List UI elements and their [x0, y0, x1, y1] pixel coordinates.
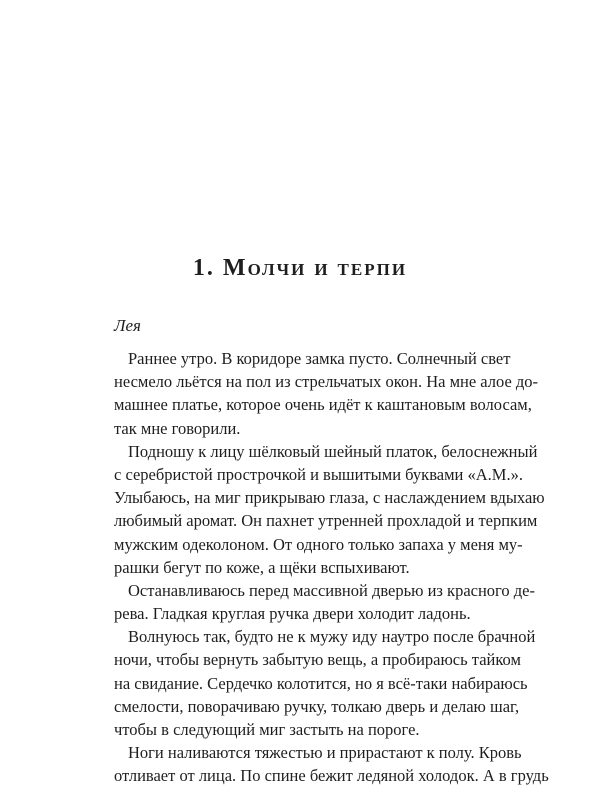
text-line: Подношу к лицу шёлковый шейный платок, белоснежный — [128, 441, 538, 461]
text-line: рева. Гладкая круглая ручка двери холодит ладонь. — [114, 604, 471, 624]
text-line: отливает от лица. По спине бежит ледяной холодок. А в грудь — [114, 766, 549, 786]
text-line: любимый аромат. Он пахнет утренней прохладой и терпким — [114, 511, 538, 531]
text-line: Останавливаюсь перед массивной дверью из красного де- — [128, 580, 535, 600]
text-line: рашки бегут по коже, а щёки вспыхивают. — [114, 557, 410, 577]
text-line: машнее платье, которое очень идёт к каштановым волосам, — [114, 395, 532, 415]
text-line: смелости, поворачиваю ручку, толкаю дверь и делаю шаг, — [114, 696, 520, 716]
paragraph — [114, 579, 535, 625]
paragraph — [114, 741, 549, 787]
text-line: мужским одеколоном. От одного только запаха у меня му- — [114, 534, 523, 554]
text-line: Волнуюсь так, будто не к мужу иду наутро после брачной — [128, 627, 536, 647]
narrator-name: Лея — [114, 316, 141, 335]
text-line: так мне говорили. — [114, 418, 241, 438]
text-line: Раннее утро. В коридоре замка пусто. Солнечный свет — [128, 349, 511, 368]
body-text — [114, 347, 549, 788]
text-line: на свидание. Сердечко колотится, но я всё-таки набираюсь — [114, 673, 528, 693]
text-line: чтобы в следующий миг застыть на пороге. — [114, 720, 420, 739]
paragraph — [114, 347, 539, 440]
text-line: Ноги наливаются тяжестью и прирастают к полу. Кровь — [128, 743, 522, 763]
text-line: с серебристой прострочкой и вышитыми буквами «А.М.». — [114, 464, 523, 484]
text-line: ночи, чтобы вернуть забытую вещь, а пробираюсь тайком — [114, 650, 521, 670]
paragraph — [114, 440, 545, 579]
text-line: несмело льётся на пол из стрельчатых окон. На мне алое до- — [114, 372, 539, 392]
chapter-title: 1. Молчи и терпи — [192, 255, 408, 281]
text-line: Улыбаюсь, на миг прикрываю глаза, с наслаждением вдыхаю — [114, 488, 545, 508]
paragraph — [114, 625, 536, 741]
